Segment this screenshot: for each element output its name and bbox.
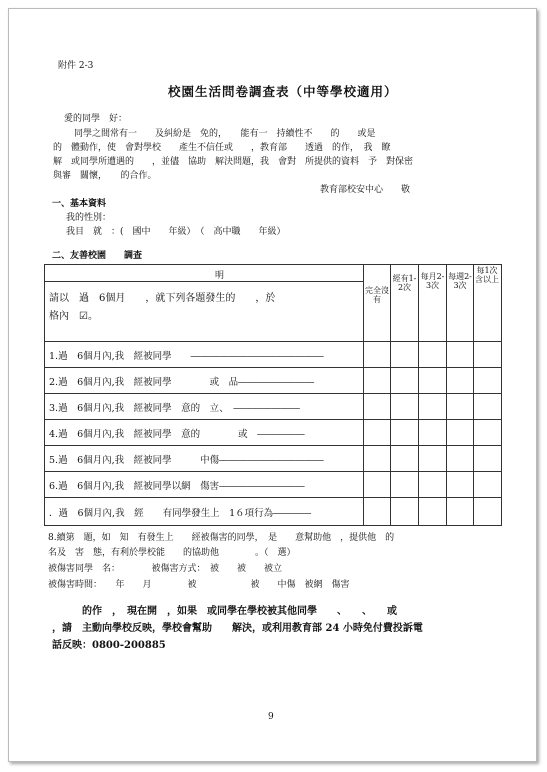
intro-line-2: 的 體動作，使 會對學校 產生不信任或 ，教育部 透過 的作， 我 瞭 [53,143,391,153]
intro-line-4: 與審 關懷， 的合作。 [53,171,157,181]
item8-line-4: 被傷害時間： 年 月 被 被 中傷 被網 傷害 [48,580,350,590]
survey-item-5: 5.過 6個月內,我 經被同學 中傷――――――――――― [49,455,324,466]
footer-line-1: 的作 ， 現在開 ，如果 或同學在學校被其他同學 、 、 或 [82,606,397,617]
survey-item-4: 4.過 6個月內,我 經被同學 意的 或 ――――― [49,429,305,440]
intro-line-3: 解 或同學所遭遇的 ，並儘 協助 解決問題，我 會對 所提供的資料 予 對保密 [53,157,414,167]
item8-line-2: 名及 害 態，有利於學校能 的協助他 。（ 選） [48,548,296,558]
col-head-never: 完全沒有 [365,286,389,304]
school-line: 我目 就 ：( 國中 年級） （ 高中職 年級） [66,227,286,237]
gender-line: 我的性別： [66,213,112,223]
table-instruction-1: 請以 過 6個月 ，就下列各題發生的 ，於 [49,293,276,304]
col-head-1-2-times: 經有1-2次 [392,274,417,292]
signature: 教育部校安中心 敬 [320,185,411,195]
col-head-daily: 每1次含以上 [475,266,499,284]
col-head-monthly: 每月2-3次 [420,272,445,290]
greeting: 愛的同學 好： [64,114,128,124]
section-basic-info: 一、基本資料 [52,199,107,209]
survey-item-2: 2.過 6個月內,我 經被同學 或 品―――――――― [49,377,315,388]
attachment-label: 附件 2-3 [58,61,94,71]
item8-line-3: 被傷害同學 名： 被傷害方式： 被 被 被立 [48,564,283,574]
page-number: 9 [268,712,274,722]
survey-table [44,264,502,526]
survey-item-1: 1.過 6個月內,我 經被同學 ―――――――――――――― [49,351,324,362]
table-instruction-2: 格內 ☑。 [49,311,98,322]
survey-item-6: 6.過 6個月內,我 經被同學以網 傷害――――――――― [49,481,305,492]
page-title: 校園生活問卷調查表（中等學校適用） [168,84,398,99]
footer-line-3: 話反映：0800-200885 [52,640,166,651]
section-survey: 二、友善校園 調查 [52,251,143,261]
survey-item-3: 3.過 6個月內,我 經被同學 意的 立、 ――――――― [49,403,300,414]
col-head-weekly: 每週2-3次 [448,272,472,290]
footer-line-2: ，請 主動向學校反映，學校會幫助 解決，或利用教育部 24 小時免付費投訴電 [52,623,423,634]
intro-line-1: 同學之間常有一 及糾紛是 免的， 能有一 持續性不 的 或是 [74,129,376,139]
table-header-label: 明 [215,271,225,281]
item8-line-1: 8.續第 題，如 知 有發生上 經被傷害的同學， 是 意幫助他 ，提供他 的 [48,533,395,543]
survey-item-7: ．過 6個月內,我 經 有同學發生上 1６項行為―――― [49,508,312,519]
